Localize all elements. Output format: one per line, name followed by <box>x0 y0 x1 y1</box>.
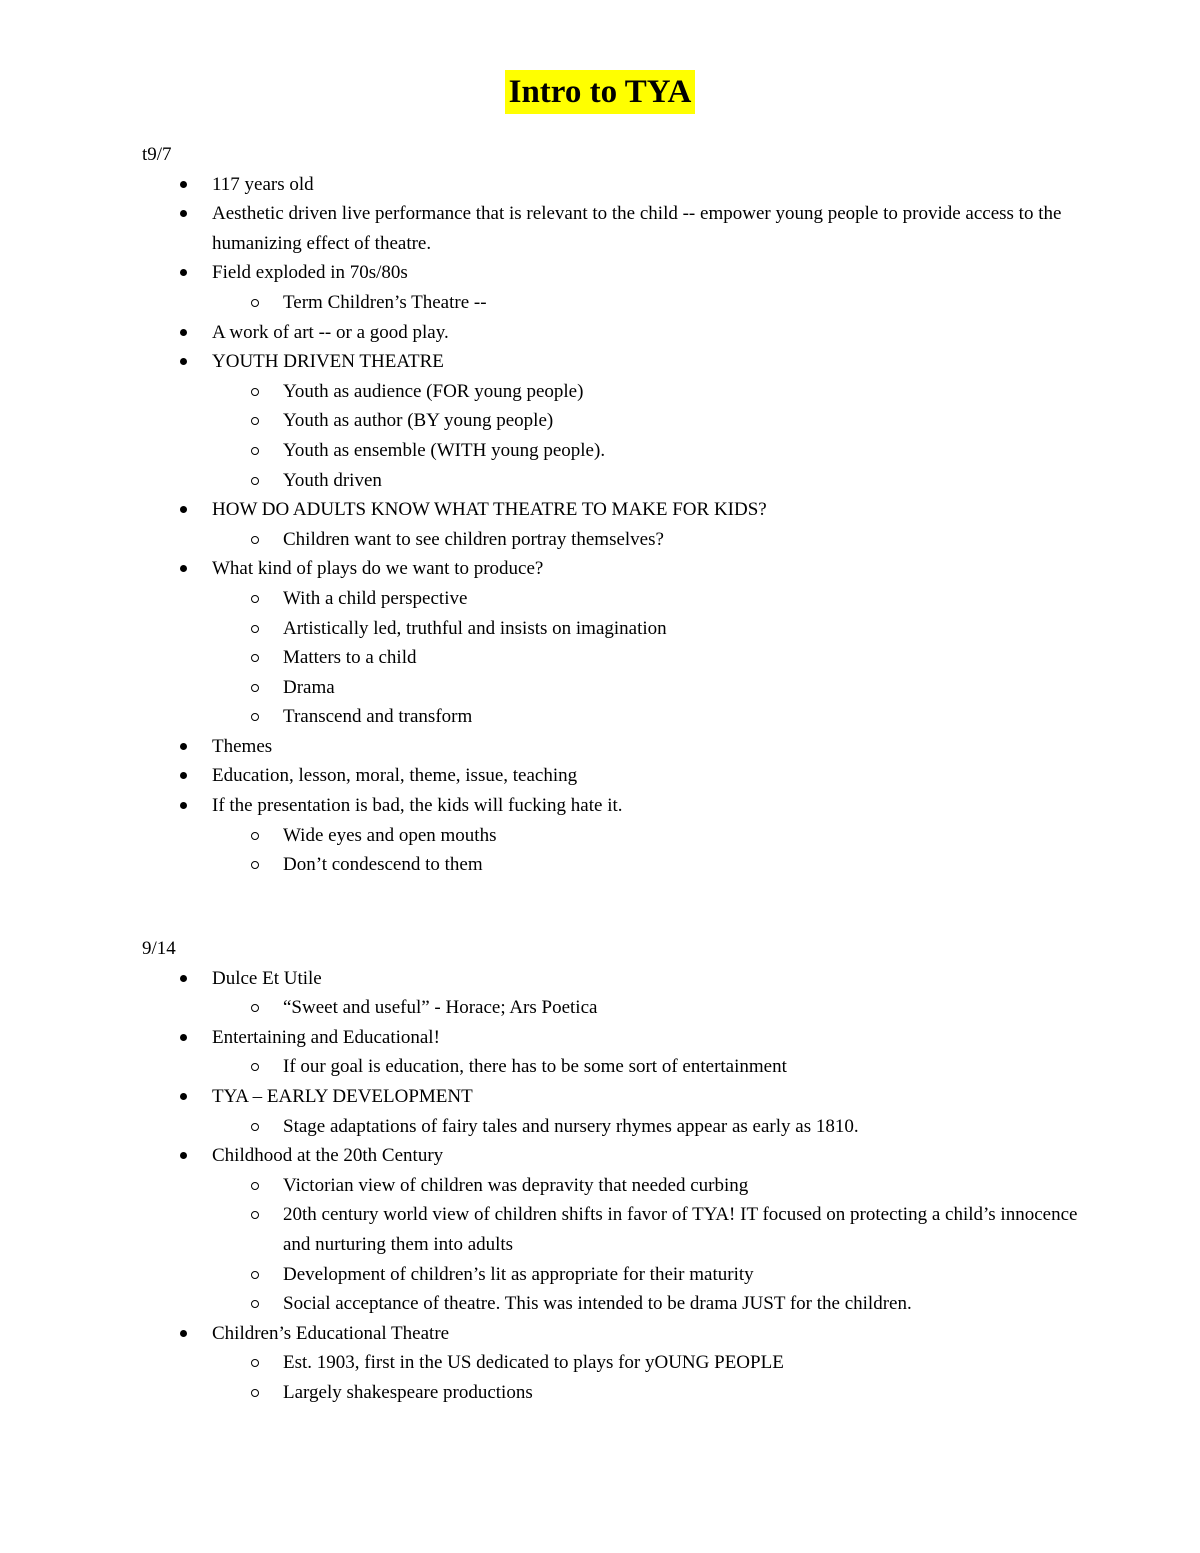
list-item <box>140 761 1100 791</box>
list-item-text: Wide eyes and open mouths <box>283 824 497 846</box>
circle-bullet-icon <box>251 536 259 544</box>
list-item-text: Matters to a child <box>283 647 417 669</box>
list-item <box>140 1082 1100 1112</box>
notes-section-2 <box>140 934 1100 1408</box>
list-item <box>140 1141 1100 1171</box>
list-item-text: Themes <box>212 735 273 757</box>
bullet-icon <box>180 1093 187 1100</box>
list-item-text: Social acceptance of theatre. This was intended to be drama JUST for the children. <box>283 1293 912 1315</box>
circle-bullet-icon <box>251 1389 259 1397</box>
title-wrap <box>0 70 1200 114</box>
list-item-text: Youth driven <box>283 469 382 491</box>
list-item-text: Artistically led, truthful and insists on imagination <box>283 617 667 639</box>
list-item <box>140 495 1100 525</box>
notes-section-1 <box>140 140 1100 880</box>
list-item-text: Stage adaptations of fairy tales and nursery rhymes appear as early as 1810. <box>283 1115 859 1137</box>
bullet-icon <box>180 772 187 779</box>
list-item <box>140 732 1100 762</box>
bullet-icon <box>180 506 187 513</box>
sub-list-item <box>140 525 1100 555</box>
bullet-icon <box>180 210 187 217</box>
list-item-text: With a child perspective <box>283 587 468 609</box>
sub-list-item <box>140 1289 1100 1319</box>
sub-list-item <box>140 1348 1100 1378</box>
sub-list-item <box>140 584 1100 614</box>
circle-bullet-icon <box>251 684 259 692</box>
sub-list-item <box>140 993 1100 1023</box>
list-item-text: Youth as author (BY young people) <box>283 410 554 432</box>
sub-list-item <box>140 1171 1100 1201</box>
list-item-text: A work of art -- or a good play. <box>212 321 449 343</box>
list-item-text: Youth as audience (FOR young people) <box>283 380 584 402</box>
list-item-text: Education, lesson, moral, theme, issue, teaching <box>212 765 578 787</box>
list-item-text: Victorian view of children was depravity that needed curbing <box>283 1174 749 1196</box>
circle-bullet-icon <box>251 1004 259 1012</box>
sub-list-item <box>140 850 1100 880</box>
circle-bullet-icon <box>251 417 259 425</box>
circle-bullet-icon <box>251 477 259 485</box>
sub-list-item <box>140 377 1100 407</box>
list-item-text: Largely shakespeare productions <box>283 1381 533 1403</box>
sub-list-item <box>140 673 1100 703</box>
list-item-text: Dulce Et Utile <box>212 967 322 989</box>
circle-bullet-icon <box>251 1300 259 1308</box>
bullet-icon <box>180 181 187 188</box>
list-item-text: “Sweet and useful” - Horace; Ars Poetica <box>283 997 598 1019</box>
list-item-text: Children’s Educational Theatre <box>212 1322 450 1344</box>
list-item-text: Children want to see children portray themselves? <box>283 528 664 550</box>
circle-bullet-icon <box>251 1123 259 1131</box>
sub-list-item <box>140 466 1100 496</box>
sub-list-item <box>140 1378 1100 1408</box>
sub-list-item <box>140 821 1100 851</box>
circle-bullet-icon <box>251 654 259 662</box>
bullet-list <box>140 170 1100 880</box>
list-item-text: Term Children’s Theatre -- <box>283 291 487 313</box>
circle-bullet-icon <box>251 1182 259 1190</box>
list-item <box>140 318 1100 348</box>
sub-list-item <box>140 614 1100 644</box>
sub-list-item <box>140 702 1100 732</box>
list-item-text: Transcend and transform <box>283 706 473 728</box>
list-item-text: Youth as ensemble (WITH young people). <box>283 439 606 461</box>
circle-bullet-icon <box>251 713 259 721</box>
list-item-text: TYA – EARLY DEVELOPMENT <box>212 1085 473 1107</box>
circle-bullet-icon <box>251 832 259 840</box>
list-item-text: Entertaining and Educational! <box>212 1026 440 1048</box>
circle-bullet-icon <box>251 1063 259 1071</box>
list-item <box>140 791 1100 821</box>
list-item-text: Est. 1903, first in the US dedicated to plays for yOUNG PEOPLE <box>283 1352 784 1374</box>
circle-bullet-icon <box>251 1359 259 1367</box>
sub-list-item <box>140 1052 1100 1082</box>
sub-list-item <box>140 436 1100 466</box>
list-item-text: If our goal is education, there has to be some sort of entertainment <box>283 1056 787 1078</box>
sub-list-item <box>140 406 1100 436</box>
section-date: t9/7 <box>142 144 172 165</box>
list-item-text: 20th century world view of children shifts in favor of TYA! IT focused on protecting a child’s innocence and nurturing them into adults <box>283 1204 1078 1255</box>
sub-list-item <box>140 643 1100 673</box>
list-item <box>140 554 1100 584</box>
circle-bullet-icon <box>251 595 259 603</box>
bullet-icon <box>180 975 187 982</box>
list-item-text: What kind of plays do we want to produce? <box>212 558 544 580</box>
circle-bullet-icon <box>251 625 259 633</box>
bullet-icon <box>180 802 187 809</box>
list-item <box>140 964 1100 994</box>
list-item <box>140 1319 1100 1349</box>
bullet-list <box>140 964 1100 1408</box>
sub-list-item <box>140 1200 1100 1259</box>
bullet-icon <box>180 565 187 572</box>
circle-bullet-icon <box>251 1271 259 1279</box>
circle-bullet-icon <box>251 388 259 396</box>
circle-bullet-icon <box>251 447 259 455</box>
list-item-text: HOW DO ADULTS KNOW WHAT THEATRE TO MAKE FOR KIDS? <box>212 499 767 521</box>
list-item-text: Don’t condescend to them <box>283 854 483 876</box>
sub-list-item <box>140 1112 1100 1142</box>
circle-bullet-icon <box>251 861 259 869</box>
sub-list-item <box>140 1260 1100 1290</box>
list-item <box>140 347 1100 377</box>
bullet-icon <box>180 1034 187 1041</box>
page-title: Intro to TYA <box>505 70 696 114</box>
list-item-text: Drama <box>283 676 335 698</box>
bullet-icon <box>180 329 187 336</box>
list-item-text: Field exploded in 70s/80s <box>212 262 408 284</box>
list-item <box>140 1023 1100 1053</box>
bullet-icon <box>180 1152 187 1159</box>
list-item-text: 117 years old <box>212 173 314 195</box>
sub-list-item <box>140 288 1100 318</box>
bullet-icon <box>180 1330 187 1337</box>
bullet-icon <box>180 743 187 750</box>
circle-bullet-icon <box>251 1211 259 1219</box>
list-item-text: If the presentation is bad, the kids will fucking hate it. <box>212 795 623 817</box>
list-item <box>140 258 1100 288</box>
bullet-icon <box>180 269 187 276</box>
list-item-text: Aesthetic driven live performance that is relevant to the child -- empower young people to provide access to the humanizing effect of theatre. <box>212 203 1062 254</box>
circle-bullet-icon <box>251 299 259 307</box>
list-item <box>140 170 1100 200</box>
bullet-icon <box>180 358 187 365</box>
list-item-text: Development of children’s lit as appropriate for their maturity <box>283 1263 754 1285</box>
list-item-text: YOUTH DRIVEN THEATRE <box>212 351 444 373</box>
list-item <box>140 199 1100 258</box>
list-item-text: Childhood at the 20th Century <box>212 1145 444 1167</box>
section-date: 9/14 <box>142 938 176 959</box>
